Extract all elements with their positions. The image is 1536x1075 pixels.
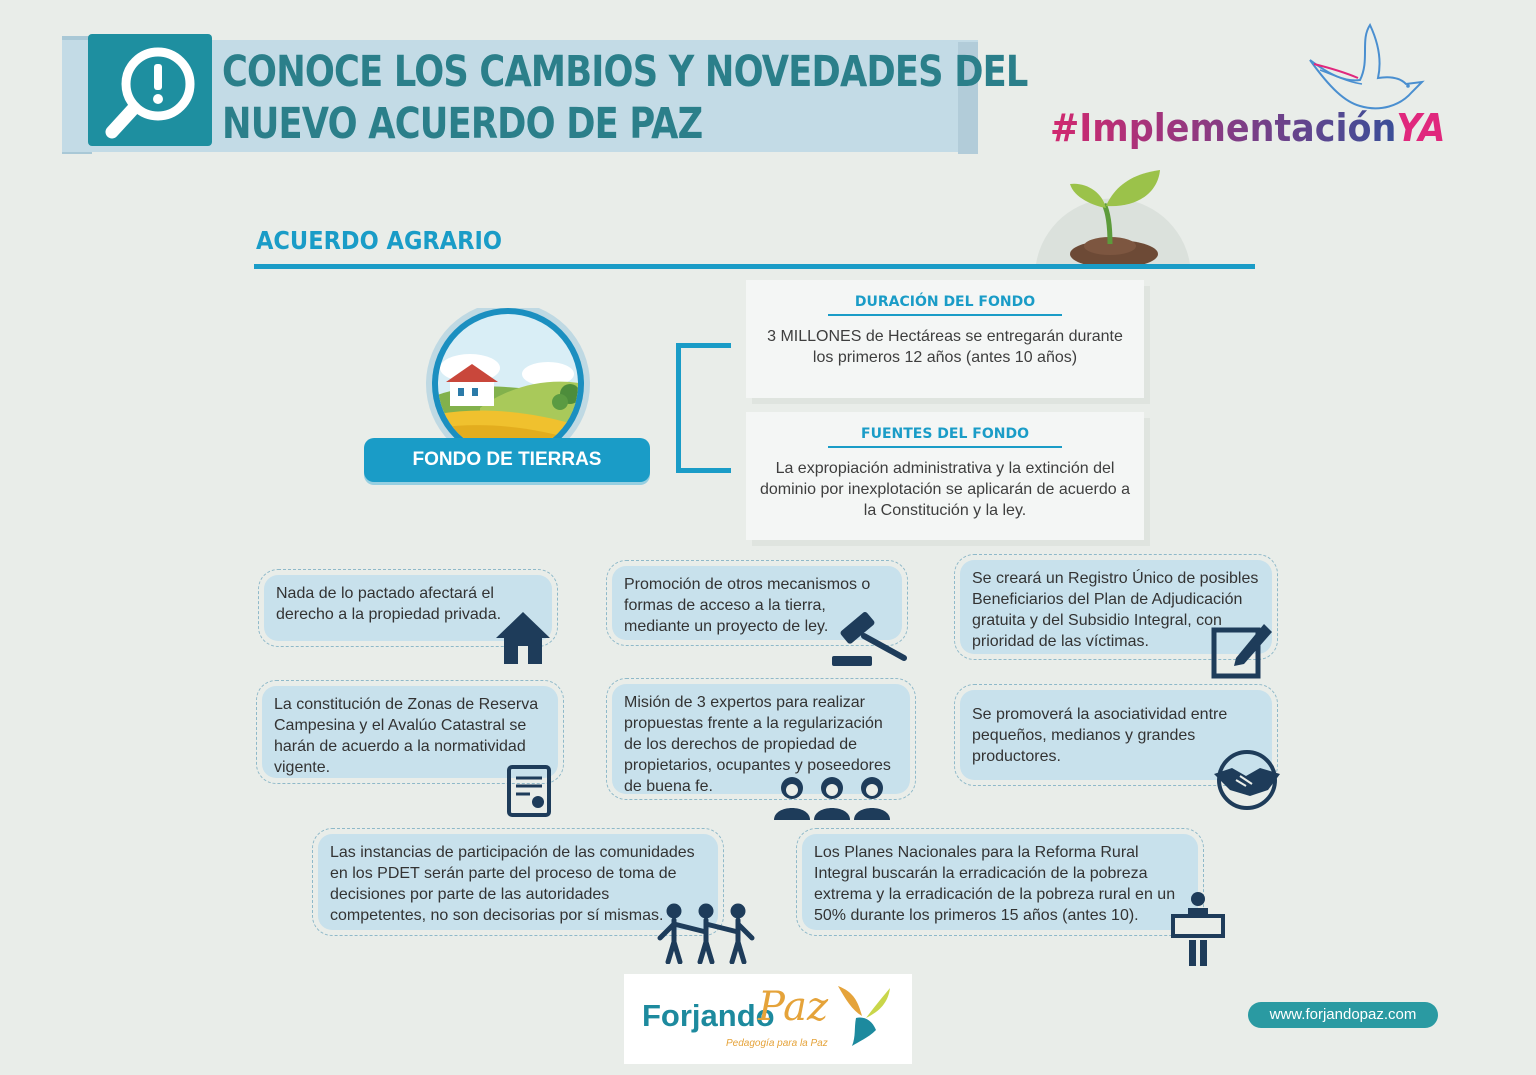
edit-icon bbox=[1210, 618, 1276, 685]
hashtag-suffix: YA bbox=[1396, 106, 1446, 150]
bracket-connector bbox=[676, 343, 731, 473]
fund-card-heading: DURACIÓN DEL FONDO bbox=[828, 294, 1062, 316]
fund-card-text: 3 MILLONES de Hectáreas se entregarán durante los primeros 12 años (antes 10 años) bbox=[767, 328, 1123, 366]
page-title bbox=[222, 46, 1028, 150]
fund-card-duracion bbox=[746, 280, 1144, 398]
note-mision-expertos: Misión de 3 expertos para realizar propuestas frente a la regularización de los derechos de propiedad de propietarios, ocupantes y poseedores de buena fe. bbox=[612, 684, 910, 794]
note-planes-nacionales: Los Planes Nacionales para la Reforma Rural Integral buscarán la erradicación de la pobreza extrema y la erradicación de la pobreza rural en un 50% durante los primeros 15 años (antes 10). bbox=[802, 834, 1198, 930]
fund-card-fuentes bbox=[746, 412, 1144, 540]
bird-logo-icon bbox=[832, 982, 896, 1053]
hashtag-implementacion-ya bbox=[1050, 106, 1445, 150]
logo-tagline: Pedagogía para la Paz bbox=[726, 1038, 828, 1049]
note-registro-unico: Se creará un Registro Único de posibles Beneficiarios del Plan de Adjudicación gratuita y del Subsidio Integral, con prioridad de las víctimas. bbox=[960, 560, 1272, 654]
fund-card-text: La expropiación administrativa y la extinción del dominio por inexplotación se aplicarán de acuerdo a la Constitución y la ley. bbox=[760, 460, 1131, 519]
handshake-icon bbox=[1210, 750, 1284, 815]
logo-word-paz: Paz bbox=[758, 984, 829, 1030]
community-icon bbox=[656, 902, 756, 969]
note-zonas-reserva: La constitución de Zonas de Reserva Campesina y el Avalúo Catastral se harán de acuerdo a la normatividad vigente. bbox=[262, 686, 558, 778]
fondo-de-tierras-label: FONDO DE TIERRAS bbox=[364, 438, 650, 482]
experts-icon bbox=[774, 774, 890, 825]
title-line-2: NUEVO ACUERDO DE PAZ bbox=[222, 99, 703, 149]
hashtag-prefix: #Implementación bbox=[1050, 106, 1397, 150]
section-divider bbox=[254, 264, 1255, 269]
website-url[interactable]: www.forjandopaz.com bbox=[1248, 1002, 1438, 1028]
search-alert-icon bbox=[88, 34, 212, 146]
title-line-1: CONOCE LOS CAMBIOS Y NOVEDADES DEL bbox=[222, 47, 1028, 97]
logo-word-forjando: Forjando bbox=[642, 998, 775, 1033]
sprout-icon bbox=[1034, 158, 1194, 271]
certificate-icon bbox=[506, 764, 552, 823]
gavel-icon bbox=[828, 610, 908, 675]
note-propiedad-privada: Nada de lo pactado afectará el derecho a la propiedad privada. bbox=[264, 575, 552, 641]
fund-card-heading: FUENTES DEL FONDO bbox=[828, 426, 1062, 448]
note-asociatividad: Se promoverá la asociatividad entre pequeños, medianos y grandes productores. bbox=[960, 690, 1272, 780]
person-sign-icon bbox=[1170, 890, 1226, 973]
farm-landscape-icon bbox=[420, 308, 596, 447]
note-pdet: Las instancias de participación de las comunidades en los PDET serán parte del proceso de toma de decisiones por parte de las autoridades competentes, no son decisorias por sí mismas. bbox=[318, 834, 718, 930]
section-title: ACUERDO AGRARIO bbox=[256, 226, 502, 255]
note-mecanismos-acceso: Promoción de otros mecanismos o formas de acceso a la tierra, mediante un proyecto de ley. bbox=[612, 566, 902, 640]
house-icon bbox=[494, 610, 552, 671]
